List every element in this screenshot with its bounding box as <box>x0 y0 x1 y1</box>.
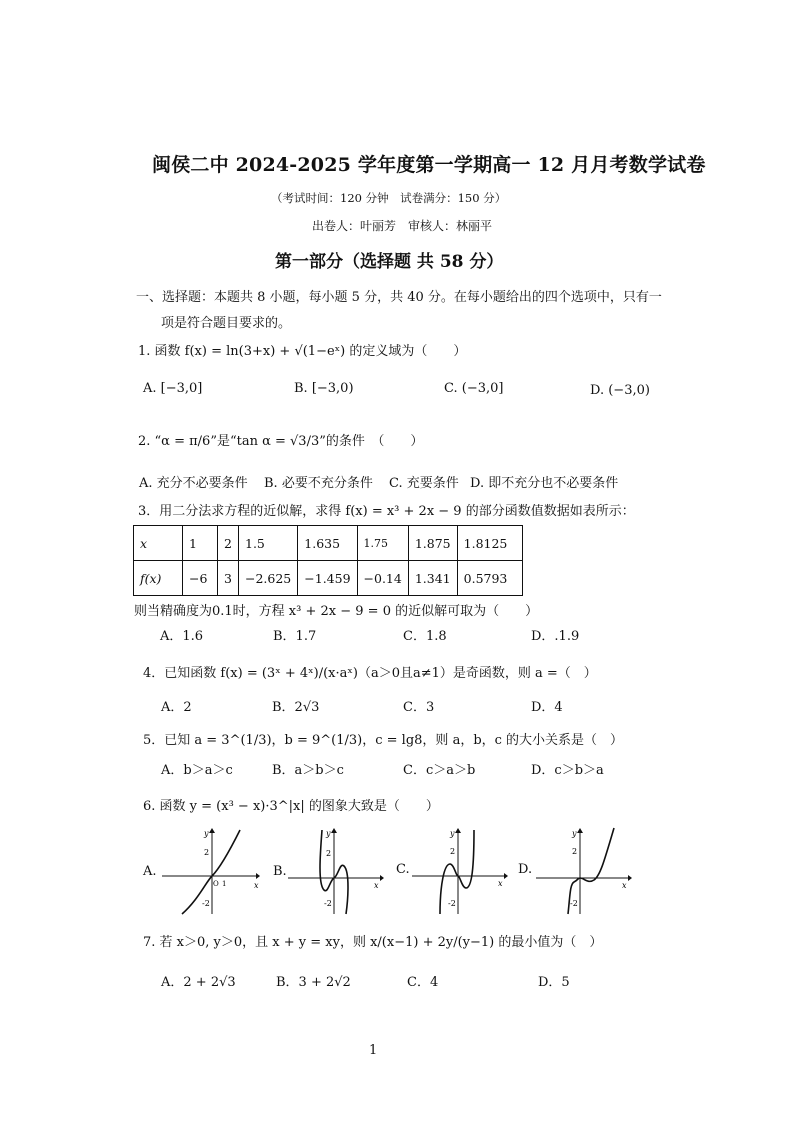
graph-d-x-label: x <box>622 881 627 890</box>
graph-c-y-label: y <box>450 829 455 838</box>
table-cell: 3 <box>218 561 239 596</box>
question-3-followup: 则当精确度为0.1时，方程 x³ + 2x − 9 = 0 的近似解可取为（ ） <box>134 604 539 619</box>
graph-b-tick-2: 2 <box>326 849 332 858</box>
question-4-option-b: B．2√3 <box>272 700 320 715</box>
table-cell: −6 <box>183 561 218 596</box>
page-title: 闽侯二中 2024-2025 学年度第一学期高一 12 月月考数学试卷 <box>152 154 706 176</box>
graph-a-tick-neg2: -2 <box>202 899 210 908</box>
question-1-stem: 1. 函数 f(x) = ln(3+x) + √(1−eˣ) 的定义域为（ ） <box>138 344 467 359</box>
section-title: 第一部分（选择题 共 58 分） <box>275 252 504 272</box>
table-cell: −2.625 <box>239 561 298 596</box>
question-2-option-d: D. 即不充分也不必要条件 <box>470 476 619 491</box>
question-3-option-a: A．1.6 <box>160 629 204 644</box>
question-6-option-d: D. <box>518 862 533 877</box>
table-cell: −1.459 <box>298 561 357 596</box>
table-cell: 1.341 <box>408 561 457 596</box>
table-cell: 1.8125 <box>457 526 522 561</box>
table-header-x: x <box>134 526 183 561</box>
question-7-option-a: A．2 + 2√3 <box>161 975 236 990</box>
graph-option-c <box>410 826 510 916</box>
function-value-table <box>133 525 523 596</box>
question-3-option-b: B．1.7 <box>273 629 317 644</box>
graph-c-x-label: x <box>498 879 503 888</box>
table-cell: 1.635 <box>298 526 357 561</box>
question-5-stem: 5．已知 a = 3^(1/3)，b = 9^(1/3)，c = lg8，则 a，b，c 的大小关系是（ ） <box>143 733 624 748</box>
question-4-stem: 4．已知函数 f(x) = (3ˣ + 4ˣ)/(x·aˣ)（a＞0且a≠1）是奇函数，则 a =（ ） <box>143 666 597 681</box>
graph-option-a <box>160 826 260 916</box>
graph-b-y-label: y <box>326 829 331 838</box>
question-3-option-c: C．1.8 <box>403 629 447 644</box>
section-instructions-line1: 一、选择题：本题共 8 小题，每小题 5 分，共 40 分。在每小题给出的四个选项中，只有一 <box>136 290 662 305</box>
table-cell: −0.14 <box>357 561 408 596</box>
table-cell: 1.875 <box>408 526 457 561</box>
graph-d-tick-2: 2 <box>572 847 578 856</box>
question-4-option-c: C．3 <box>403 700 435 715</box>
question-2-stem: 2. “α = π/6”是“tan α = √3/3”的条件 （ ） <box>138 434 424 449</box>
table-cell: 1.5 <box>239 526 298 561</box>
table-cell: 1.75 <box>357 526 408 561</box>
graph-option-b <box>286 826 386 916</box>
graph-d-tick-neg2: -2 <box>570 899 578 908</box>
question-3-option-d: D．.1.9 <box>531 629 580 644</box>
question-5-option-d: D．c＞b＞a <box>531 763 604 778</box>
section-instructions-line2: 项是符合题目要求的。 <box>161 316 292 331</box>
question-6-stem: 6. 函数 y = (x³ − x)·3^|x| 的图象大致是（ ） <box>143 799 439 814</box>
graph-option-d <box>534 826 634 916</box>
question-7-stem: 7. 若 x＞0, y＞0，且 x + y = xy，则 x/(x−1) + 2y/(y−1) 的最小值为（ ） <box>143 935 603 950</box>
table-row-x <box>134 526 523 561</box>
exam-authors: 出卷人：叶丽芳 审核人：林丽平 <box>312 219 493 233</box>
question-5-option-c: C．c＞a＞b <box>403 763 476 778</box>
graph-a-x-label: x <box>254 881 259 890</box>
question-6-option-a: A. <box>143 864 157 879</box>
table-cell: 0.5793 <box>457 561 522 596</box>
question-7-option-b: B．3 + 2√2 <box>276 975 351 990</box>
table-row-fx <box>134 561 523 596</box>
question-7-option-c: C．4 <box>407 975 439 990</box>
question-4-option-a: A．2 <box>161 700 192 715</box>
question-1-option-a: A. [−3,0] <box>143 381 203 396</box>
table-cell: 2 <box>218 526 239 561</box>
question-4-option-d: D．4 <box>531 700 563 715</box>
question-2-option-a: A. 充分不必要条件 <box>139 476 248 491</box>
graph-b-x-label: x <box>374 881 379 890</box>
exam-info: （考试时间：120 分钟 试卷满分：150 分） <box>271 191 507 205</box>
graph-a-y-label: y <box>204 829 209 838</box>
question-7-option-d: D．5 <box>538 975 570 990</box>
graph-d-y-label: y <box>572 829 577 838</box>
question-2-option-b: B. 必要不充分条件 <box>264 476 373 491</box>
graph-a-tick-2: 2 <box>204 848 210 857</box>
question-5-option-b: B．a＞b＞c <box>272 763 344 778</box>
question-3-stem: 3．用二分法求方程的近似解，求得 f(x) = x³ + 2x − 9 的部分函数值数据如表所示： <box>138 504 635 519</box>
question-6-option-c: C. <box>396 862 410 877</box>
question-1-option-d: D. (−3,0) <box>590 383 650 398</box>
table-header-fx: f(x) <box>134 561 183 596</box>
question-2-option-c: C. 充要条件 <box>389 476 459 491</box>
graph-c-tick-2: 2 <box>450 847 456 856</box>
graph-b-tick-neg2: -2 <box>324 899 332 908</box>
question-1-option-c: C. (−3,0] <box>444 381 504 396</box>
graph-c-tick-neg2: -2 <box>448 899 456 908</box>
question-1-option-b: B. [−3,0) <box>294 381 354 396</box>
question-5-option-a: A．b＞a＞c <box>161 763 233 778</box>
graph-a-tick-1: 1 <box>222 880 227 888</box>
table-cell: 1 <box>183 526 218 561</box>
graph-a-origin: O <box>213 880 219 888</box>
page-number: 1 <box>369 1043 378 1058</box>
question-6-option-b: B. <box>273 864 287 879</box>
